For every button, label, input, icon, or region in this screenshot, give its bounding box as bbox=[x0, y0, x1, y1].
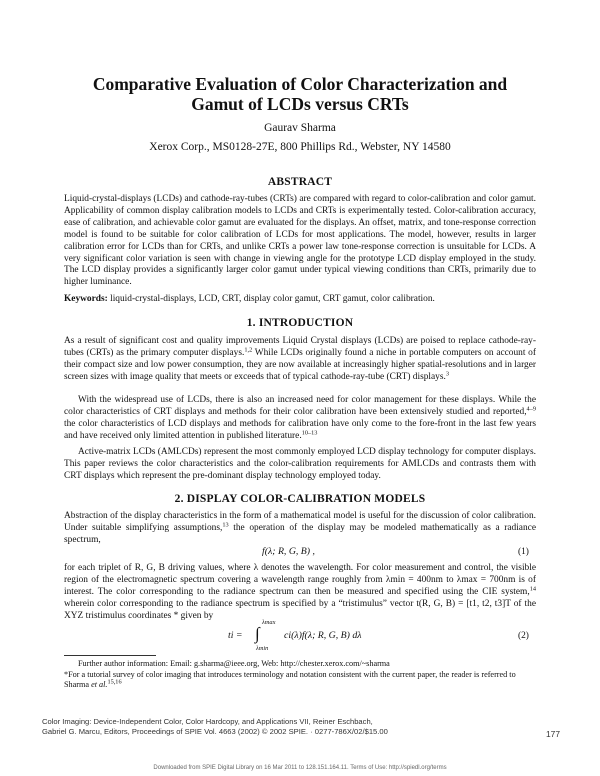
equation-2-lower-limit: λmin bbox=[256, 645, 269, 652]
footnote-et-al: et al. bbox=[91, 680, 108, 690]
intro-p2-text-b: the color characteristics of LCD displays and methods for calibration have only come to the fore-front in the last few years and have received only limited attention in published literature. bbox=[64, 418, 536, 441]
footer-line-2: Gabriel G. Marcu, Editors, Proceedings of SPIE Vol. 4663 (2002) © 2002 SPIE. · 0277-786X/02/$15.00 bbox=[42, 726, 388, 736]
citation-10-13: 10–13 bbox=[301, 429, 318, 437]
author-name: Gaurav Sharma bbox=[264, 122, 336, 134]
citation-4-9: 4–9 bbox=[526, 405, 536, 413]
author-affiliation: Xerox Corp., MS0128-27E, 800 Phillips Rd., Webster, NY 14580 bbox=[149, 141, 451, 153]
models-p1-text-b: the operation of the display may be modeled mathematically as a radiance spectrum, bbox=[64, 522, 536, 545]
proceedings-footer bbox=[42, 717, 502, 736]
section-1-heading: 1. INTRODUCTION bbox=[246, 317, 354, 329]
integral-sign-icon: ∫ bbox=[255, 624, 260, 643]
footnote-author-info: Further author information: Email: g.sharma@ieee.org, Web: http://chester.xerox.com/~sharma bbox=[78, 659, 390, 668]
models-paragraph-2 bbox=[64, 563, 536, 623]
footer-line-1: Color Imaging: Device-Independent Color, Color Hardcopy, and Applications VII, Reiner Eschbach, bbox=[42, 717, 373, 726]
abstract-heading: ABSTRACT bbox=[267, 176, 333, 188]
keywords-list: liquid-crystal-displays, LCD, CRT, display color gamut, CRT gamut, color calibration. bbox=[110, 294, 435, 304]
equation-2-integrand: ci(λ)f(λ; R, G, B) dλ bbox=[284, 630, 362, 641]
models-p1-text-a: Abstraction of the display characteristics in the form of a mathematical model is useful for the discussion of color calibration. Under suitable simplifying assumptions, bbox=[64, 511, 536, 533]
footnote-rule bbox=[64, 655, 156, 656]
intro-paragraph-2 bbox=[64, 395, 536, 443]
abstract-text: Liquid-crystal-displays (LCDs) and cathode-ray-tubes (CRTs) are compared with regard to color-calibration and color gamut. Applicability of common display calibration models to LCDs and CRTs is experimentally tested. Color-calibration accuracy, ease of calibration, and achievable color gamut are evaluated for the displays. An offset, matrix, and tone-response correction model is found to be suitable for color calibration of LCDs for most applications. The model, however, results in larger calibration error for LCDs than for CRTs, and unlike CRTs a power law tone-response correction is unsuitable for LCDs. A very significant color variation is seen with change in viewing angle for the prototype LCD display employed in the study. The LCD display provides a significantly larger color gamut under typical viewing conditions than CRTs, primarily due to higher luminance. bbox=[64, 194, 536, 288]
equation-2-upper-limit: λmax bbox=[262, 619, 276, 626]
equation-2-lhs: ti = bbox=[228, 630, 243, 641]
paper-title bbox=[50, 74, 550, 114]
equation-1-number: (1) bbox=[518, 547, 529, 557]
page-number: 177 bbox=[546, 729, 560, 739]
equation-1: f(λ; R, G, B) , bbox=[262, 546, 315, 557]
models-paragraph-1 bbox=[64, 511, 536, 547]
intro-p2-text-a: With the widespread use of LCDs, there is also an increased need for color management for these displays. While the color characteristics of CRT displays and methods for their color calibration have been extensively studied and reported, bbox=[64, 395, 536, 417]
citation-3: 3 bbox=[445, 370, 450, 378]
intro-p1-text-a: As a result of significant cost and quality improvements Liquid Crystal displays (LCDs) are poised to replace cathode-ray-tubes (CRTs) as the primary computer displays. bbox=[64, 336, 536, 358]
equation-2-number: (2) bbox=[518, 631, 529, 641]
keywords-label: Keywords: bbox=[64, 294, 108, 304]
keywords bbox=[64, 294, 536, 306]
title-line-1: Comparative Evaluation of Color Characterization and bbox=[92, 74, 508, 94]
citation-13: 13 bbox=[222, 521, 229, 529]
citation-15-16: 15,16 bbox=[107, 678, 122, 686]
section-2-heading: 2. DISPLAY COLOR-CALIBRATION MODELS bbox=[174, 493, 426, 505]
models-p2-text-b: wherein color corresponding to the radiance spectrum is specified by a “tristimulus” vector t(R, G, B) = [t1, t2, t3]T of the XYZ tristimulus coordinates * given by bbox=[64, 598, 536, 621]
title-line-2: Gamut of LCDs versus CRTs bbox=[191, 94, 409, 114]
citation-1-2: 1,2 bbox=[244, 346, 253, 354]
intro-p1-text-b: While LCDs originally found a niche in portable computers on account of their compact size and low power consumption, they are now available at increasingly higher spatial-resolutions and in larger screen sizes with image quality that meets or exceeds that of typical cathode-ray-tube (CRT) displays. bbox=[64, 347, 536, 382]
download-notice: Downloaded from SPIE Digital Library on 16 Mar 2011 to 128.151.164.11. Terms of Use: http://spiedl.org/terms bbox=[153, 765, 447, 771]
models-p2-text-a: for each triplet of R, G, B driving values, where λ denotes the wavelength. For color measurement and control, the visible region of the electromagnetic spectrum covering a wavelength range roughly from λmin = 400nm to λmax = 700nm is of interest. The color corresponding to the radiance spectrum can then be measured and specified using the CIE system, bbox=[64, 563, 536, 597]
footnote-tutorial-text: *For a tutorial survey of color imaging that introduces terminology and notation consistent with the current paper, the reader is referred to Sharma bbox=[64, 670, 516, 690]
footnote-tutorial bbox=[64, 670, 536, 691]
intro-paragraph-1 bbox=[64, 336, 536, 384]
intro-paragraph-3: Active-matrix LCDs (AMLCDs) represent the most commonly employed LCD display technology for computer displays. This paper reviews the color characteristics and the color-calibration requirements for AMLCDs and contrasts them with CRT displays which represent the pre-dominant display technology employed today. bbox=[64, 447, 536, 481]
citation-14: 14 bbox=[529, 585, 536, 593]
